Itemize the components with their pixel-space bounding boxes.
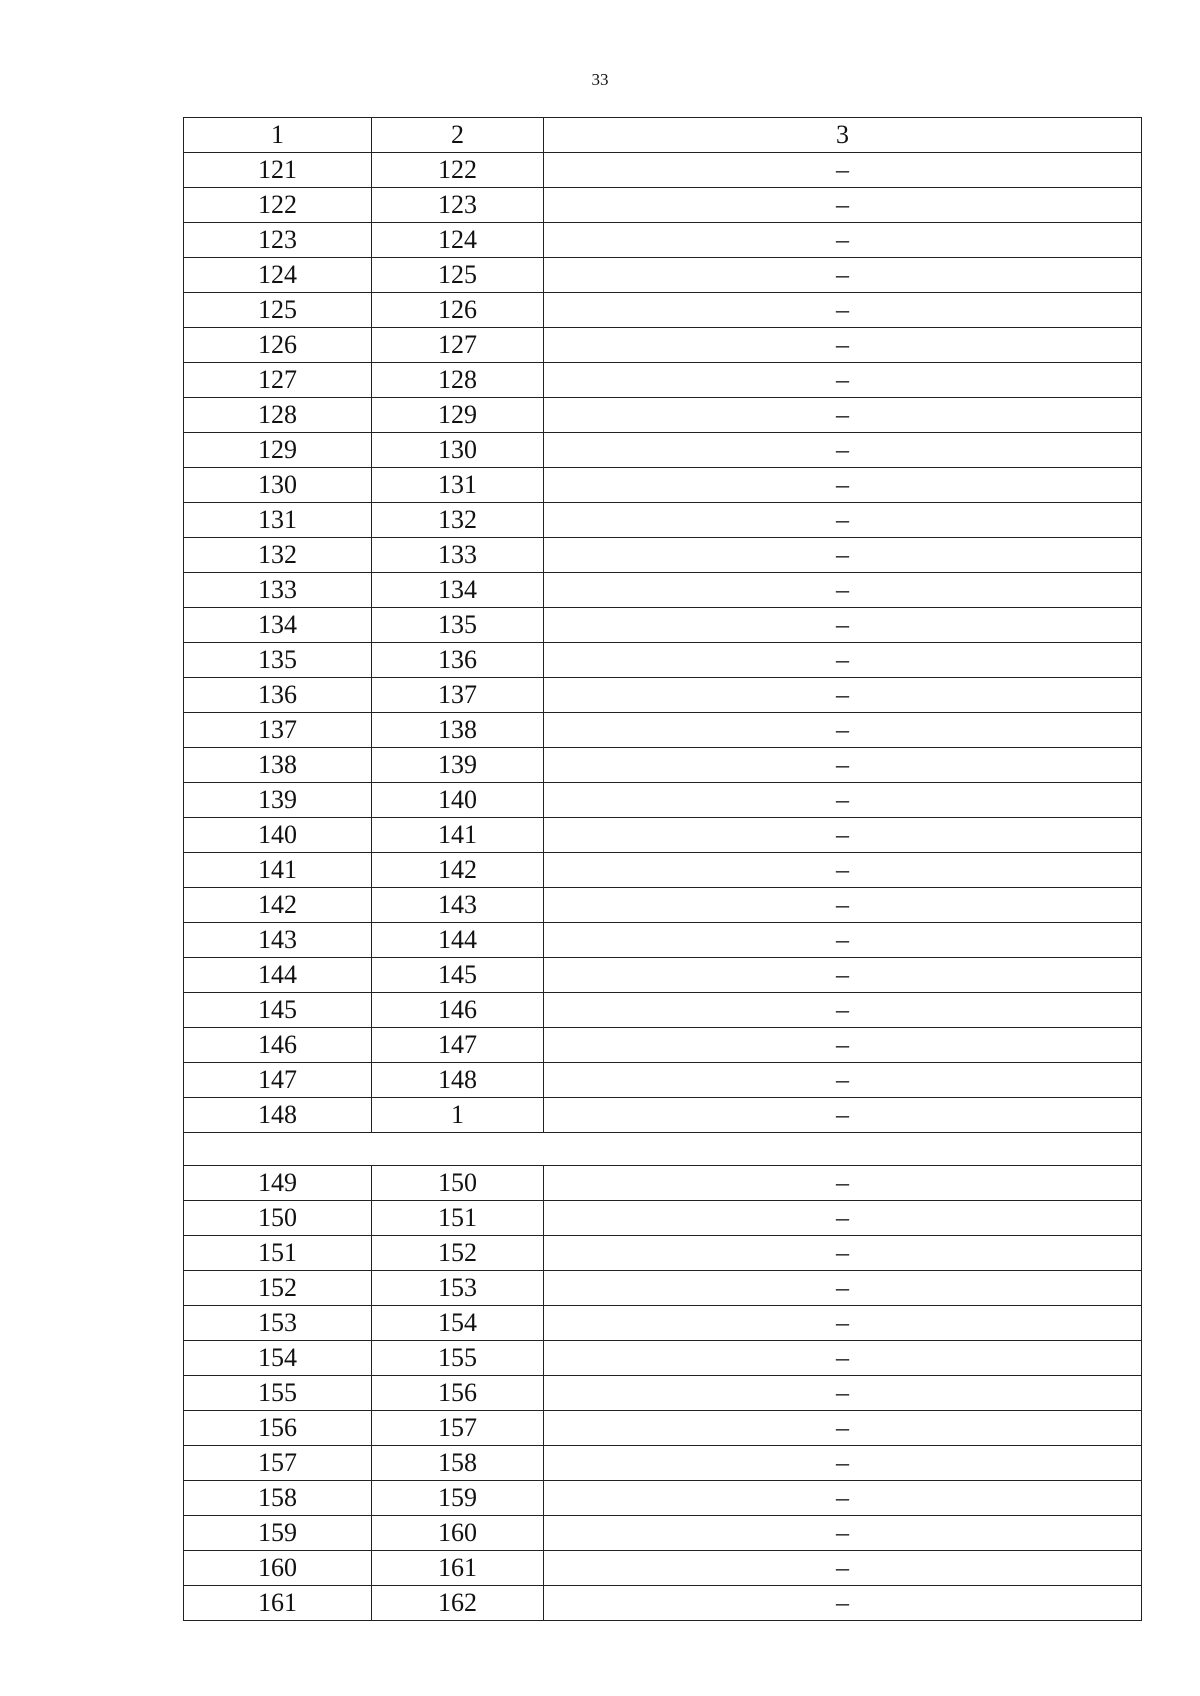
table-cell-col-3: –	[544, 538, 1142, 573]
table-cell-col-3: –	[544, 1516, 1142, 1551]
table-cell-col-2: 123	[372, 188, 544, 223]
table-cell-col-1: 154	[184, 1341, 372, 1376]
table-cell-col-2: 127	[372, 328, 544, 363]
table-cell-col-2: 143	[372, 888, 544, 923]
table-cell-col-3: –	[544, 748, 1142, 783]
table-cell-col-3: –	[544, 1098, 1142, 1133]
table-cell-col-2: 150	[372, 1166, 544, 1201]
table-cell-col-2: 152	[372, 1236, 544, 1271]
table-cell-col-1: 148	[184, 1098, 372, 1133]
table-cell-col-1: 145	[184, 993, 372, 1028]
table-cell-col-2: 162	[372, 1586, 544, 1621]
table-cell-col-2: 124	[372, 223, 544, 258]
section-separator-row	[184, 1133, 1142, 1166]
section-separator-cell	[184, 1133, 1142, 1166]
table-cell-col-1: 126	[184, 328, 372, 363]
table-cell-col-3: –	[544, 398, 1142, 433]
table-row	[184, 1236, 1142, 1271]
table-cell-col-2: 128	[372, 363, 544, 398]
table-row	[184, 153, 1142, 188]
table-cell-col-2: 137	[372, 678, 544, 713]
table-cell-col-3: –	[544, 1411, 1142, 1446]
table-cell-col-2: 141	[372, 818, 544, 853]
table-cell-col-2: 126	[372, 293, 544, 328]
table-row	[184, 188, 1142, 223]
table-row	[184, 433, 1142, 468]
table-cell-col-1: 138	[184, 748, 372, 783]
table-row	[184, 1098, 1142, 1133]
table-cell-col-3: –	[544, 223, 1142, 258]
table-cell-col-3: –	[544, 293, 1142, 328]
table-cell-col-3: –	[544, 678, 1142, 713]
table-row	[184, 713, 1142, 748]
table-cell-col-3: –	[544, 573, 1142, 608]
table-row	[184, 258, 1142, 293]
table-cell-col-3: –	[544, 923, 1142, 958]
table-cell-col-1: 151	[184, 1236, 372, 1271]
table-row	[184, 993, 1142, 1028]
table-row	[184, 1411, 1142, 1446]
table-cell-col-1: 160	[184, 1551, 372, 1586]
table-row	[184, 643, 1142, 678]
table-cell-col-2: 1	[372, 1098, 544, 1133]
table-cell-col-2: 134	[372, 573, 544, 608]
table-cell-col-3: –	[544, 503, 1142, 538]
table-cell-col-2: 159	[372, 1481, 544, 1516]
table-cell-col-1: 159	[184, 1516, 372, 1551]
table-row	[184, 1201, 1142, 1236]
table-row	[184, 223, 1142, 258]
table-cell-col-2: 148	[372, 1063, 544, 1098]
table-row	[184, 1516, 1142, 1551]
table-row	[184, 328, 1142, 363]
table-cell-col-3: –	[544, 1306, 1142, 1341]
table-cell-col-1: 161	[184, 1586, 372, 1621]
table-cell-col-2: 154	[372, 1306, 544, 1341]
table-cell-col-2: 145	[372, 958, 544, 993]
table-cell-col-3: –	[544, 853, 1142, 888]
table-cell-col-2: 155	[372, 1341, 544, 1376]
table-cell-col-3: –	[544, 258, 1142, 293]
table-cell-col-3: –	[544, 1271, 1142, 1306]
table-row	[184, 1446, 1142, 1481]
table-cell-col-3: –	[544, 188, 1142, 223]
table-row	[184, 853, 1142, 888]
table-cell-col-2: 142	[372, 853, 544, 888]
table-row	[184, 1551, 1142, 1586]
table-row	[184, 1271, 1142, 1306]
table-cell-col-1: 152	[184, 1271, 372, 1306]
table-cell-col-2: 129	[372, 398, 544, 433]
table-cell-col-1: 127	[184, 363, 372, 398]
table-cell-col-3: –	[544, 328, 1142, 363]
table-cell-col-2: 133	[372, 538, 544, 573]
table-row	[184, 1028, 1142, 1063]
table-cell-col-2: 153	[372, 1271, 544, 1306]
table-row	[184, 468, 1142, 503]
table-cell-col-1: 139	[184, 783, 372, 818]
table-cell-col-1: 146	[184, 1028, 372, 1063]
table-row	[184, 1376, 1142, 1411]
table-cell-col-1: 131	[184, 503, 372, 538]
table-cell-col-3: –	[544, 1166, 1142, 1201]
table-cell-col-3: –	[544, 1028, 1142, 1063]
table-row	[184, 1063, 1142, 1098]
table-cell-col-1: 128	[184, 398, 372, 433]
table-cell-col-2: 161	[372, 1551, 544, 1586]
table-cell-col-2: 158	[372, 1446, 544, 1481]
table-row	[184, 1306, 1142, 1341]
table-cell-col-1: 144	[184, 958, 372, 993]
table-cell-col-3: –	[544, 1063, 1142, 1098]
table-cell-col-1: 143	[184, 923, 372, 958]
table-row	[184, 783, 1142, 818]
table-cell-col-1: 142	[184, 888, 372, 923]
table-cell-col-3: –	[544, 153, 1142, 188]
table-cell-col-1: 124	[184, 258, 372, 293]
table-cell-col-3: –	[544, 1446, 1142, 1481]
table-header-row	[184, 118, 1142, 153]
table-cell-col-2: 125	[372, 258, 544, 293]
page-number: 33	[591, 70, 609, 89]
table-cell-col-1: 153	[184, 1306, 372, 1341]
table-cell-col-2: 138	[372, 713, 544, 748]
table-cell-col-2: 144	[372, 923, 544, 958]
table-cell-col-3: –	[544, 1481, 1142, 1516]
table-cell-col-3: –	[544, 643, 1142, 678]
column-header-1: 1	[184, 118, 372, 153]
table-row	[184, 398, 1142, 433]
table-cell-col-1: 134	[184, 608, 372, 643]
table-cell-col-1: 129	[184, 433, 372, 468]
table-cell-col-1: 133	[184, 573, 372, 608]
table-row	[184, 1341, 1142, 1376]
table-row	[184, 958, 1142, 993]
table-cell-col-1: 122	[184, 188, 372, 223]
table-cell-col-1: 136	[184, 678, 372, 713]
table-cell-col-2: 122	[372, 153, 544, 188]
table-cell-col-3: –	[544, 713, 1142, 748]
table-cell-col-3: –	[544, 1376, 1142, 1411]
table-cell-col-3: –	[544, 818, 1142, 853]
table-cell-col-1: 147	[184, 1063, 372, 1098]
column-header-3: 3	[544, 118, 1142, 153]
table-cell-col-3: –	[544, 433, 1142, 468]
table-cell-col-1: 155	[184, 1376, 372, 1411]
table-cell-col-1: 158	[184, 1481, 372, 1516]
table-row	[184, 503, 1142, 538]
table-row	[184, 538, 1142, 573]
table-cell-col-3: –	[544, 468, 1142, 503]
table-cell-col-1: 125	[184, 293, 372, 328]
table-row	[184, 363, 1142, 398]
table-cell-col-2: 136	[372, 643, 544, 678]
table-row	[184, 608, 1142, 643]
table-cell-col-3: –	[544, 1586, 1142, 1621]
table-cell-col-1: 141	[184, 853, 372, 888]
table-row	[184, 888, 1142, 923]
table-cell-col-3: –	[544, 1201, 1142, 1236]
table-cell-col-1: 135	[184, 643, 372, 678]
table-cell-col-1: 121	[184, 153, 372, 188]
table-cell-col-1: 132	[184, 538, 372, 573]
table-cell-col-2: 146	[372, 993, 544, 1028]
table-cell-col-2: 135	[372, 608, 544, 643]
table-row	[184, 293, 1142, 328]
table-cell-col-1: 123	[184, 223, 372, 258]
table-row	[184, 1586, 1142, 1621]
table-cell-col-2: 131	[372, 468, 544, 503]
table-cell-col-1: 140	[184, 818, 372, 853]
table-row	[184, 923, 1142, 958]
table-cell-col-3: –	[544, 993, 1142, 1028]
table-row	[184, 1481, 1142, 1516]
table-cell-col-1: 149	[184, 1166, 372, 1201]
table-cell-col-3: –	[544, 1341, 1142, 1376]
table-cell-col-2: 139	[372, 748, 544, 783]
table-row	[184, 573, 1142, 608]
table-cell-col-1: 137	[184, 713, 372, 748]
table-row	[184, 748, 1142, 783]
table-cell-col-3: –	[544, 888, 1142, 923]
table-cell-col-2: 140	[372, 783, 544, 818]
table-row	[184, 678, 1142, 713]
table-cell-col-3: –	[544, 1236, 1142, 1271]
table-cell-col-1: 150	[184, 1201, 372, 1236]
table-row	[184, 1166, 1142, 1201]
table-cell-col-2: 130	[372, 433, 544, 468]
table-cell-col-3: –	[544, 1551, 1142, 1586]
table-cell-col-2: 160	[372, 1516, 544, 1551]
table-cell-col-1: 157	[184, 1446, 372, 1481]
data-table	[183, 117, 1142, 1621]
table-cell-col-2: 157	[372, 1411, 544, 1446]
table-cell-col-2: 132	[372, 503, 544, 538]
table-cell-col-3: –	[544, 608, 1142, 643]
table-cell-col-3: –	[544, 783, 1142, 818]
column-header-2: 2	[372, 118, 544, 153]
table-cell-col-2: 147	[372, 1028, 544, 1063]
table-cell-col-2: 156	[372, 1376, 544, 1411]
table-row	[184, 818, 1142, 853]
table-cell-col-1: 130	[184, 468, 372, 503]
table-cell-col-3: –	[544, 363, 1142, 398]
table-cell-col-1: 156	[184, 1411, 372, 1446]
table-cell-col-3: –	[544, 958, 1142, 993]
table-cell-col-2: 151	[372, 1201, 544, 1236]
